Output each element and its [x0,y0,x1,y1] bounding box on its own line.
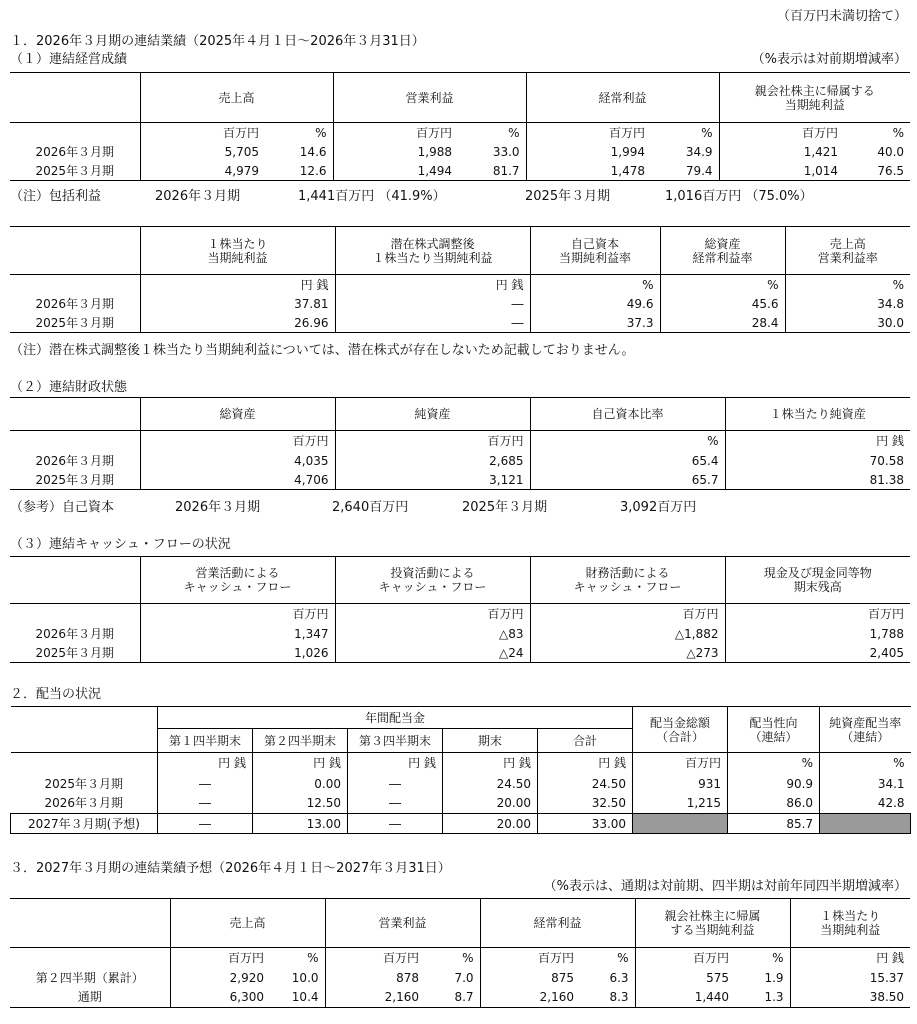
table-cell: 45.6 [660,295,785,314]
table-row [10,227,910,275]
table-cell: 81.7 [458,162,526,181]
table-cell: 円 銭 [443,753,538,774]
table-cell: 純資産 [335,398,530,431]
annual-dividend-header: 年間配当金 [158,707,633,729]
cell-text-line: 当期純利益率 [558,250,631,265]
table-cell: 14.6 [299,145,327,159]
table-cell: 2026年３月期 [11,794,158,814]
cell-text-line: 当期純利益 [820,923,881,937]
table-row [10,644,910,663]
section3-title: ３．2027年３月期の連結業績予想（2026年４月１日～2027年３月31日） [10,861,451,876]
table-cell: 12.6 [265,162,333,181]
cell-text-line: （合計） [656,729,705,744]
table-cell [10,398,140,431]
table-cell: 7.0 [454,970,474,985]
cell-text-line: 2025年３月期 [525,189,611,204]
table-cell: % [660,275,785,295]
cell-text-line: 1,016百万円 （75.0%） [665,189,813,204]
table-cell: 24.50 [538,774,633,794]
table-cell: 1,994 [526,143,651,162]
table-cell: △83 [335,625,530,644]
table-row [10,162,910,181]
table-cell [660,227,785,275]
forecast-table [10,898,910,1008]
dividends-table [10,706,911,834]
table-cell: 4,706 [140,471,335,490]
cell-text-line: 親会社株主に帰属 [664,909,761,923]
table-cell: 円 銭 [253,753,348,774]
table-cell: 32.50 [538,794,633,814]
table-cell: % [307,950,319,965]
pct-note: （%表示は対前期増減率） [751,52,907,67]
table-cell: 0.00 [253,774,348,794]
cell-text-line: 2025年３月期 [462,500,548,515]
table-row [10,295,910,314]
table-cell [140,557,335,604]
empty-gray-cell [820,814,911,834]
cell-text-line: 期末残高 [793,580,842,594]
table-cell: 第２四半期（累計） [35,970,144,985]
cell-text-line: 財務活動による [585,566,670,580]
table-cell [725,557,910,604]
table-cell [11,729,158,753]
table-cell: 76.5 [844,162,910,181]
table-cell: 1.9 [764,970,784,985]
table-cell: 2026年３月期 [35,454,115,468]
table-cell: 2,160 [325,988,425,1008]
table-cell: % [530,275,660,295]
table-cell: 2,920 [170,968,270,988]
table-cell: 10.4 [270,988,325,1008]
cell-text-line: １株当たり [207,236,268,251]
table-cell: 円 銭 [725,431,910,452]
cell-text-line: 売上高 [829,236,866,251]
cell-text-line: 営業利益率 [817,250,878,265]
table-cell: 85.7 [728,814,820,834]
table-cell: 2026年３月期 [35,145,115,159]
table-row [10,73,910,123]
cell-text-line: 自己資本 [570,236,619,251]
table-cell: ― [348,814,443,834]
table-row [10,143,910,162]
table-cell: 期末 [443,729,538,753]
table-cell: % [785,275,910,295]
cell-text-line: 親会社株主に帰属する [754,83,875,98]
table-cell: 1,494 [333,162,458,181]
table-cell: 第１四半期末 [158,729,253,753]
table-cell [10,604,140,625]
table-cell [335,557,530,604]
table-cell: 百万円 [333,123,458,143]
table-cell: △273 [530,644,725,663]
table-cell: 70.58 [725,452,910,471]
table-cell: 2025年３月期 [44,776,124,791]
table-cell [11,753,158,774]
cell-text-line: １株当たり [820,909,881,923]
per-share-table [10,226,910,333]
table-row [10,948,910,968]
cell-text-line: キャッシュ・フロー [378,580,487,594]
table-cell: 1,788 [725,625,910,644]
table-cell: 90.9 [728,774,820,794]
table-cell [10,431,140,452]
table-cell: 2025年３月期 [10,314,140,333]
table-cell: 営業利益 [325,899,480,948]
table-cell: 2,405 [725,644,910,663]
table-cell: % [315,125,327,140]
table-cell [10,899,170,948]
table-cell: 65.7 [530,471,725,490]
table-cell: 6.3 [609,970,629,985]
table-cell: 81.38 [725,471,910,490]
table-cell: ― [348,794,443,814]
table-cell: 円 銭 [158,753,253,774]
table-cell: 33.00 [538,814,633,834]
table-cell: 百万円 [526,123,651,143]
subsection-financial-position: （２）連結財政状態 [10,380,128,395]
table-cell: 売上高 [170,899,325,948]
table-cell: 10.0 [291,970,319,985]
table-cell: ― [158,814,253,834]
table-cell: % [820,753,911,774]
cell-text-line: （連結） [841,729,890,744]
table-cell: △1,882 [530,625,725,644]
operating-results-table [10,72,910,181]
table-cell [10,73,140,123]
table-cell: 24.50 [443,774,538,794]
note-comprehensive-income-label: （注）包括利益 [10,189,102,204]
table-cell: 34.8 [785,295,910,314]
table-cell: 86.0 [728,794,820,814]
table-cell: 1,014 [719,162,844,181]
table-row [10,452,910,471]
table-cell: 百万円 [725,604,910,625]
forecast-pct-note: （%表示は、通期は対前期、四半期は対前年同四半期増減率） [543,879,907,894]
table-cell: 2025年３月期 [10,644,140,663]
table-cell: 百万円 [480,948,580,968]
table-row [10,123,910,143]
table-row [11,774,911,794]
cell-text-line: 配当金総額 [650,715,711,730]
cell-text-line: 当期純利益 [784,97,845,112]
table-cell: 37.81 [140,295,335,314]
table-cell [530,557,725,604]
table-cell: 2025年３月期 [10,471,140,490]
table-cell: 12.50 [253,794,348,814]
cell-text-line: 潜在株式調整後 [390,236,475,251]
unit-note: （百万円未満切捨て） [776,9,907,24]
table-cell: 37.3 [530,314,660,333]
table-cell: 65.4 [530,452,725,471]
cell-text-line: する当期純利益 [670,923,755,937]
table-cell: 575 [635,968,735,988]
table-cell: 1,478 [526,162,651,181]
table-cell: 百万円 [635,948,735,968]
cell-text-line: 配当性向 [749,715,798,730]
table-cell: 30.0 [785,314,910,333]
table-cell: 第２四半期末 [253,729,348,753]
table-cell: 4,035 [140,452,335,471]
table-row [10,398,910,431]
subsection-operating-results: （１）連結経営成績 [10,52,128,67]
table-cell [10,227,140,275]
table-cell: 通期 [10,988,170,1008]
table-cell [140,227,335,275]
table-cell [10,948,170,968]
table-row-forecast [11,814,911,834]
empty-gray-cell [633,814,728,834]
note-diluted-eps: （注）潜在株式調整後１株当たり当期純利益については、潜在株式が存在しないため記載しておりません。 [10,343,635,358]
table-cell [785,227,910,275]
table-cell: 4,979 [140,162,265,181]
table-cell: 経常利益 [480,899,635,948]
table-cell: % [701,125,713,140]
table-cell: 百万円 [325,948,425,968]
table-cell: 8.3 [580,988,635,1008]
table-cell: 38.50 [790,988,910,1008]
cell-text-line: 投資活動による [390,566,475,580]
table-cell: 円 銭 [140,275,335,295]
cell-text-line: 3,092百万円 [620,500,697,515]
table-cell [820,707,911,753]
table-cell: 875 [480,968,580,988]
table-cell: 1,347 [140,625,335,644]
table-cell: 百万円 [633,753,728,774]
cell-text-line: 純資産配当率 [829,715,902,730]
table-row [10,604,910,625]
col-operating-profit: 営業利益 [333,73,526,123]
section1-title: １．2026年３月期の連結業績（2025年４月１日～2026年３月31日） [10,34,425,49]
table-row [11,707,911,729]
table-row [10,275,910,295]
table-row [10,557,910,604]
table-cell: 2,685 [335,452,530,471]
subsection-cash-flow: （３）連結キャッシュ・フローの状況 [10,537,231,552]
table-cell: 1,440 [635,988,735,1008]
table-cell [10,123,140,143]
table-cell: % [530,431,725,452]
table-cell: 49.6 [530,295,660,314]
table-cell: 2025年３月期 [10,162,140,181]
table-cell: 2026年３月期 [35,627,115,641]
table-row [11,794,911,814]
section2-title: ２．配当の状況 [10,687,102,702]
table-row [10,431,910,452]
table-cell: 33.0 [492,145,520,159]
cell-text-line: 1,441百万円 （41.9%） [298,189,446,204]
table-cell: 2,160 [480,988,580,1008]
table-cell: 2026年３月期 [35,297,115,311]
table-cell [790,899,910,948]
financial-position-table [10,397,910,490]
table-cell: 自己資本比率 [530,398,725,431]
table-cell: 1,421 [719,143,844,162]
table-cell: 円 銭 [538,753,633,774]
table-cell: 円 銭 [790,948,910,968]
ref-equity-label: （参考）自己資本 [10,500,115,515]
cell-text-line: （連結） [749,729,798,744]
cell-text-line: 2026年３月期 [155,189,241,204]
table-cell [635,899,790,948]
table-row [10,968,910,988]
table-cell: 15.37 [790,968,910,988]
table-cell: 28.4 [660,314,785,333]
table-cell: 8.7 [425,988,480,1008]
table-cell: % [892,125,905,140]
table-cell: 百万円 [170,948,270,968]
table-cell: 26.96 [140,314,335,333]
table-cell: 2027年３月期(予想) [11,814,158,834]
table-row [10,471,910,490]
table-cell: 3,121 [335,471,530,490]
cell-text-line: キャッシュ・フロー [573,580,682,594]
table-cell: 6,300 [170,988,270,1008]
table-row [10,314,910,333]
table-row [10,625,910,644]
table-cell: １株当たり純資産 [725,398,910,431]
table-cell: 42.8 [820,794,911,814]
table-cell: ― [158,794,253,814]
table-cell: 合計 [538,729,633,753]
table-cell [11,707,158,729]
cell-text-line: 当期純利益 [207,250,268,265]
table-cell: 百万円 [140,604,335,625]
table-cell: % [617,950,629,965]
table-cell: 円 銭 [335,275,530,295]
table-row [11,753,911,774]
table-cell [530,227,660,275]
table-cell: 総資産 [140,398,335,431]
table-cell: 1,215 [633,794,728,814]
table-cell: 34.9 [685,145,713,159]
table-cell: 40.0 [877,145,905,159]
table-cell [10,557,140,604]
col-ordinary-profit: 経常利益 [526,73,719,123]
table-cell: 878 [325,968,425,988]
cell-text-line: 営業活動による [195,566,280,580]
table-cell: 円 銭 [348,753,443,774]
cell-text-line: 経常利益率 [692,250,753,265]
table-cell [728,707,820,753]
table-cell: 1.3 [735,988,790,1008]
table-cell [335,227,530,275]
table-cell: % [772,950,784,965]
table-cell: 5,705 [140,143,265,162]
table-cell: ― [335,295,530,314]
cell-text-line: キャッシュ・フロー [183,580,292,594]
table-cell: 百万円 [140,123,265,143]
table-cell: ― [348,774,443,794]
table-cell: 第３四半期末 [348,729,443,753]
table-cell: % [728,753,820,774]
table-cell [633,707,728,753]
table-cell: % [462,950,474,965]
table-cell: 20.00 [443,814,538,834]
table-row [10,988,910,1008]
table-cell [10,275,140,295]
col-sales: 売上高 [140,73,333,123]
table-cell: 1,026 [140,644,335,663]
cell-text-line: 総資産 [704,236,741,251]
table-cell: 百万円 [335,604,530,625]
table-cell: 34.1 [820,774,911,794]
table-cell: % [508,125,520,140]
table-cell: 79.4 [651,162,719,181]
table-cell: 13.00 [253,814,348,834]
cell-text-line: 2026年３月期 [175,500,261,515]
cell-text-line: １株当たり当期純利益 [372,250,493,265]
cell-text-line: 2,640百万円 [332,500,409,515]
col-net-income [719,73,910,123]
table-cell: △24 [335,644,530,663]
table-cell: 百万円 [530,604,725,625]
table-cell: ― [158,774,253,794]
cell-text-line: 現金及び現金同等物 [763,566,872,580]
table-cell: 20.00 [443,794,538,814]
table-cell: ― [335,314,530,333]
table-row [10,899,910,948]
table-cell: 百万円 [140,431,335,452]
table-cell: 百万円 [335,431,530,452]
table-cell: 1,988 [333,143,458,162]
cash-flow-table [10,556,910,663]
table-cell: 百万円 [719,123,844,143]
table-cell: 931 [633,774,728,794]
